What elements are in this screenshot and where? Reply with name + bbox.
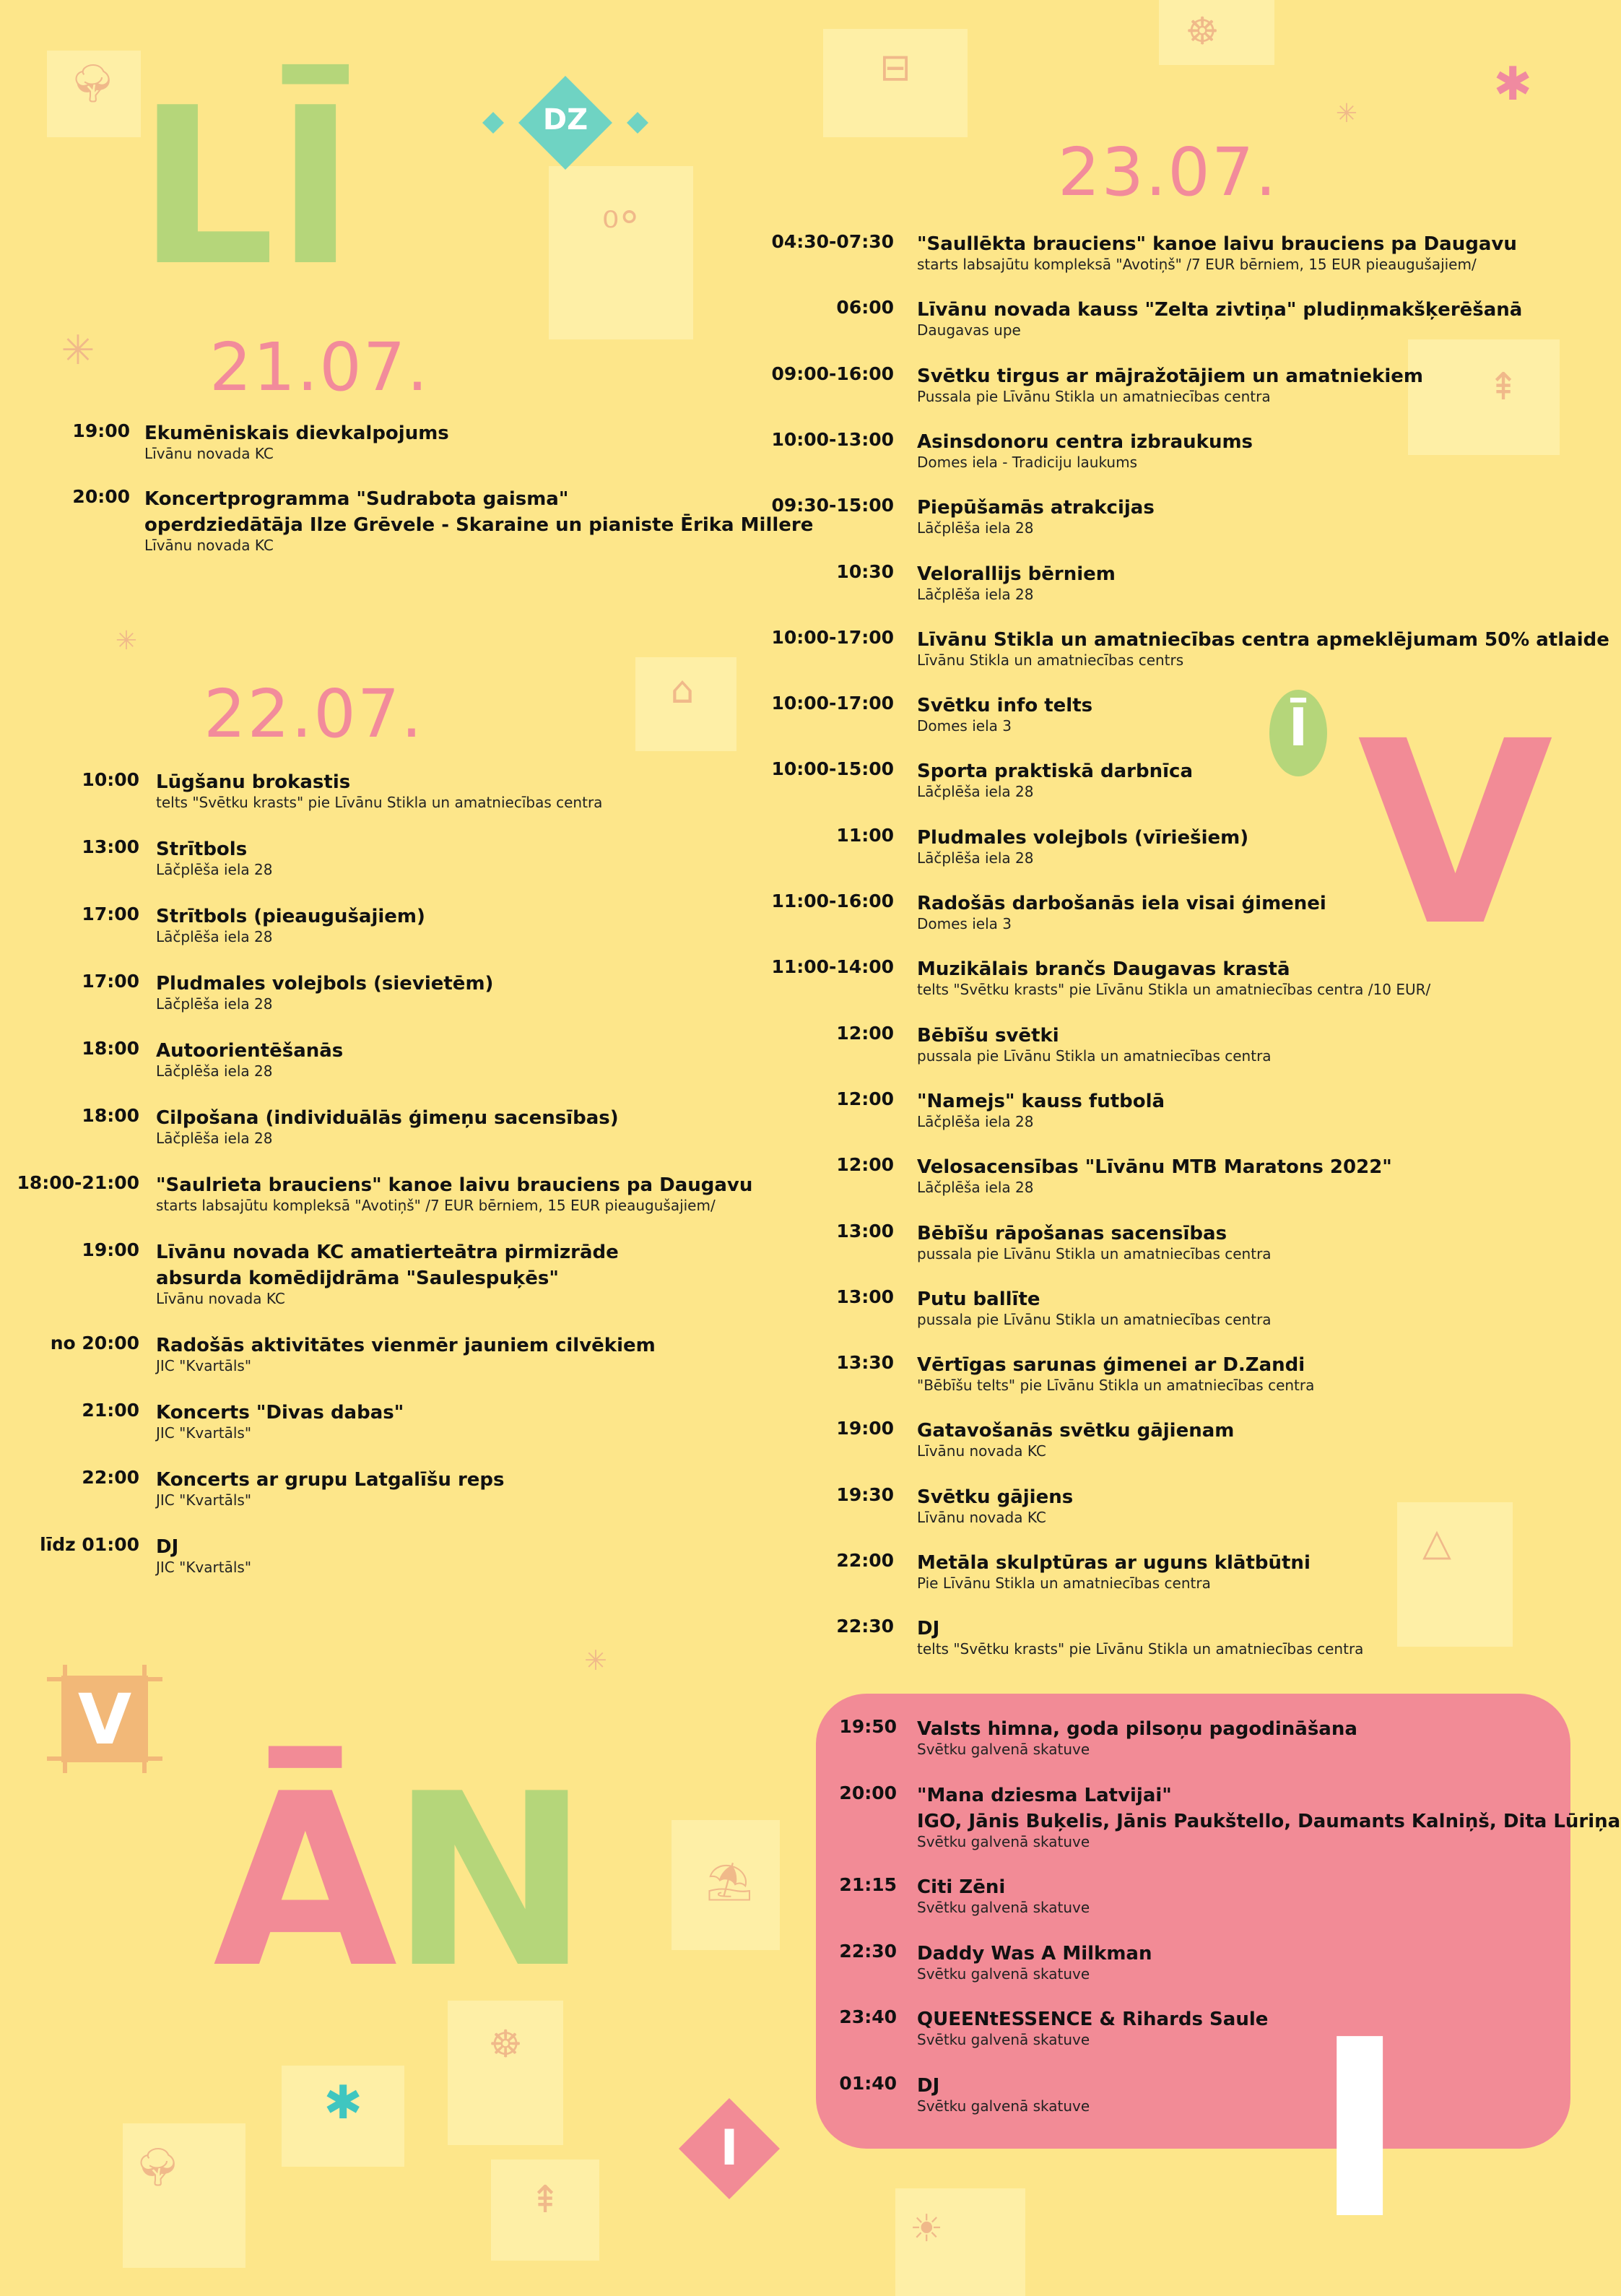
event-title: Koncerts "Divas dabas" xyxy=(156,1402,404,1424)
event-time: 10:00-13:00 xyxy=(771,428,894,450)
event-title: Cilpošana (individuālās ģimeņu sacensības) xyxy=(156,1107,619,1129)
event-time: 13:00 xyxy=(836,1286,894,1307)
decor-square xyxy=(123,2123,245,2268)
event-title: Pludmales volejbols (vīriešiem) xyxy=(917,826,1249,849)
event-title: Gatavošanās svētku gājienam xyxy=(917,1420,1235,1442)
event-location: JIC "Kvartāls" xyxy=(156,1424,252,1442)
event-title: Piepūšamās atrakcijas xyxy=(917,497,1155,519)
event-title: Bēbīšu svētki xyxy=(917,1024,1059,1047)
event-time: 09:00-16:00 xyxy=(771,363,894,384)
event-time: no 20:00 xyxy=(50,1333,139,1353)
event-time: 19:50 xyxy=(839,1716,897,1737)
event-time: 19:00 xyxy=(72,420,130,441)
event-location: Lāčplēša iela 28 xyxy=(156,861,273,878)
event-title: Citi Zēni xyxy=(917,1876,1006,1898)
event-location: pussala pie Līvānu Stikla un amatniecības centra xyxy=(917,1244,1272,1262)
event-time: 19:30 xyxy=(836,1483,894,1505)
event-title: Strītbols xyxy=(156,839,248,860)
event-time: 22:00 xyxy=(82,1467,139,1488)
event-title: QUEENtESSENCE & Rihards Saule xyxy=(917,2009,1269,2030)
pine-tree-icon: ⇞ xyxy=(1487,365,1519,409)
event-location: "Bēbīšu telts" pie Līvānu Stikla un amatniecības centra xyxy=(917,1377,1315,1395)
event-title-line2: operdziedātāja Ilze Grēvele - Skaraine un pianiste Ērika Millere xyxy=(144,514,814,536)
event-title-line2: absurda komēdijdrāma "Saulespuķēs" xyxy=(156,1268,559,1289)
event-time: 11:00-14:00 xyxy=(771,956,894,978)
event-title: Koncertprogramma "Sudrabota gaisma" xyxy=(144,488,569,510)
event-time: 18:00 xyxy=(82,1105,139,1126)
event-time: 22:00 xyxy=(836,1550,894,1571)
event-location: JIC "Kvartāls" xyxy=(156,1559,252,1576)
date-heading: 22.07. xyxy=(204,675,424,753)
event-location: Pussala pie Līvānu Stikla un amatniecības centra xyxy=(917,387,1271,405)
event-time: 18:00-21:00 xyxy=(17,1172,139,1193)
event-time: 23:40 xyxy=(839,2006,897,2027)
event-time: 20:00 xyxy=(72,486,130,507)
event-location: Lāčplēša iela 28 xyxy=(156,1130,273,1147)
event-title: Radošās darbošanās iela visai ģimenei xyxy=(917,893,1326,914)
v-badge-label: V xyxy=(77,1679,132,1760)
event-title: Valsts himna, goda pilsoņu pagodināšana xyxy=(917,1718,1357,1740)
event-title: DJ xyxy=(156,1536,179,1558)
event-time: 11:00 xyxy=(836,824,894,846)
event-location: Lāčplēša iela 28 xyxy=(917,1112,1034,1130)
snowflake-icon: ✳ xyxy=(115,626,138,656)
event-location: Līvānu novada KC xyxy=(917,1442,1046,1460)
event-location: telts "Svētku krasts" pie Līvānu Stikla un amatniecības centra xyxy=(917,1640,1364,1658)
event-time: 11:00-16:00 xyxy=(771,891,894,911)
event-time: 12:00 xyxy=(836,1022,894,1044)
event-time: 19:00 xyxy=(836,1418,894,1439)
event-location: Lāčplēša iela 28 xyxy=(156,928,273,945)
event-time: 20:00 xyxy=(839,1782,897,1803)
event-location: Līvānu novada KC xyxy=(144,537,274,554)
beach-umbrella-icon: ⛱︎ xyxy=(705,1860,753,1904)
event-time: 04:30-07:30 xyxy=(771,231,894,252)
house-icon: ⌂ xyxy=(670,669,695,712)
tree-icon: 🌳︎ xyxy=(134,2146,182,2189)
event-time: līdz 01:00 xyxy=(40,1534,139,1555)
event-title: Metāla skulptūras ar uguns klātbūtni xyxy=(917,1552,1311,1574)
event-time: 21:15 xyxy=(839,1874,897,1895)
event-title: Pludmales volejbols (sievietēm) xyxy=(156,973,494,995)
event-location: Lāčplēša iela 28 xyxy=(156,1062,273,1080)
event-location: Līvānu Stikla un amatniecības centrs xyxy=(917,651,1184,669)
event-title: Bēbīšu rāpošanas sacensības xyxy=(917,1222,1227,1244)
event-location: Lāčplēša iela 28 xyxy=(917,519,1034,537)
bubbles-icon: ⁰° xyxy=(601,202,640,251)
event-time: 18:00 xyxy=(82,1038,139,1059)
event-title: Lūgšanu brokastis xyxy=(156,771,351,793)
event-title: "Saullēkta brauciens" kanoe laivu brauciens pa Daugavu xyxy=(917,233,1517,255)
event-title: DJ xyxy=(917,2074,940,2097)
pine-tree-icon: ⇞ xyxy=(529,2178,561,2222)
event-title: Vērtīgas sarunas ģimenei ar D.Zandi xyxy=(917,1354,1305,1377)
event-time: 10:00-15:00 xyxy=(771,758,894,780)
event-title: "Mana dziesma Latvijai" xyxy=(917,1784,1172,1806)
event-location: Līvānu novada KC xyxy=(144,445,274,462)
event-location: telts "Svētku krasts" pie Līvānu Stikla un amatniecības centra /10 EUR/ xyxy=(917,981,1431,999)
logo-letter-l: LĪ xyxy=(137,61,356,313)
event-time: 06:00 xyxy=(836,297,894,319)
event-title: Velorallijs bērniem xyxy=(917,563,1116,585)
event-title-line2: IGO, Jānis Buķelis, Jānis Paukštello, Daumants Kalniņš, Dita Lūriņa xyxy=(917,1810,1621,1832)
event-location: pussala pie Līvānu Stikla un amatniecības centra xyxy=(917,1310,1272,1328)
date-heading: 21.07. xyxy=(209,329,430,406)
event-title: "Saulrieta brauciens" kanoe laivu brauciens pa Daugavu xyxy=(156,1174,753,1196)
event-title: Ekumēniskais dievkalpojums xyxy=(144,423,449,444)
event-time: 13:00 xyxy=(836,1220,894,1242)
event-time: 01:40 xyxy=(839,2072,897,2094)
event-location: starts labsajūtu kompleksā "Avotiņš" /7 EUR bērniem, 15 EUR pieaugušajiem/ xyxy=(917,256,1477,273)
sunrise-icon: ☀ xyxy=(909,2207,944,2250)
event-time: 19:00 xyxy=(82,1239,139,1260)
logo-letters-an: ĀN xyxy=(213,1743,583,2020)
tent-icon: △ xyxy=(1422,1521,1451,1564)
logo-letter-v: V xyxy=(1357,687,1553,982)
event-title: Līvānu novada KC amatierteātra pirmizrāde xyxy=(156,1242,619,1263)
event-time: 12:00 xyxy=(836,1154,894,1176)
event-title: Svētku gājiens xyxy=(917,1486,1074,1508)
event-time: 10:00-17:00 xyxy=(771,693,894,714)
event-location: Domes iela - Tradiciju laukums xyxy=(917,453,1137,471)
event-location: Daugavas upe xyxy=(917,321,1021,339)
event-title: DJ xyxy=(917,1618,940,1640)
event-title: Svētku tirgus ar mājražotājiem un amatniekiem xyxy=(917,365,1423,387)
event-location: Lāčplēša iela 28 xyxy=(917,849,1034,867)
event-time: 09:30-15:00 xyxy=(771,495,894,516)
event-time: 12:00 xyxy=(836,1088,894,1109)
event-title: Svētku info telts xyxy=(917,695,1093,717)
i-badge-label: I xyxy=(720,2120,739,2177)
event-location: Svētku galvenā skatuve xyxy=(917,1832,1090,1850)
event-location: Lāčplēša iela 28 xyxy=(917,1179,1034,1197)
event-time: 13:00 xyxy=(82,836,139,857)
dz-badge-label: DZ xyxy=(542,103,588,137)
event-time: 10:00 xyxy=(82,769,139,790)
event-time: 17:00 xyxy=(82,971,139,992)
snowflake-icon: ✳ xyxy=(1335,99,1358,129)
ship-wheel-icon: ☸ xyxy=(488,2023,523,2066)
logo-letter-i-big: I xyxy=(1314,1988,1406,2274)
event-location: pussala pie Līvānu Stikla un amatniecības centra xyxy=(917,1047,1272,1065)
event-location: Svētku galvenā skatuve xyxy=(917,1741,1090,1758)
event-location: Svētku galvenā skatuve xyxy=(917,1899,1090,1916)
snowflake-icon: ✱ xyxy=(323,2076,362,2130)
event-location: Lāčplēša iela 28 xyxy=(917,585,1034,603)
event-location: Pie Līvānu Stikla un amatniecības centra xyxy=(917,1574,1211,1592)
event-location: Svētku galvenā skatuve xyxy=(917,1964,1090,1983)
snowflake-icon: ✳ xyxy=(584,1645,607,1676)
event-location: Svētku galvenā skatuve xyxy=(917,2031,1090,2048)
event-location: starts labsajūtu kompleksā "Avotiņš" /7 EUR bērniem, 15 EUR pieaugušajiem/ xyxy=(156,1197,716,1214)
event-location: Domes iela 3 xyxy=(917,915,1012,932)
tree-icon: 🌳︎ xyxy=(69,62,117,105)
event-location: JIC "Kvartāls" xyxy=(156,1357,252,1374)
event-title: Koncerts ar grupu Latgalīšu reps xyxy=(156,1469,505,1491)
event-location: Domes iela 3 xyxy=(917,717,1012,735)
event-title: Autoorientēšanās xyxy=(156,1040,344,1062)
event-time: 21:00 xyxy=(82,1400,139,1421)
event-title: "Namejs" kauss futbolā xyxy=(917,1090,1165,1112)
event-location: Svētku galvenā skatuve xyxy=(917,2097,1090,2115)
event-title: Līvānu novada kauss "Zelta zivtiņa" pludiņmakšķerēšanā xyxy=(917,299,1523,321)
ship-wheel-icon: ☸ xyxy=(1185,10,1220,53)
logo-letter-i-small: Ī xyxy=(1288,697,1308,758)
event-time: 22:30 xyxy=(839,1940,897,1962)
event-title: Putu ballīte xyxy=(917,1288,1040,1310)
event-title: Daddy Was A Milkman xyxy=(917,1942,1152,1964)
event-location: Līvānu novada KC xyxy=(156,1290,285,1307)
event-location: Lāčplēša iela 28 xyxy=(156,995,273,1013)
snowflake-icon: ✱ xyxy=(1493,58,1532,111)
event-time: 17:00 xyxy=(82,904,139,924)
event-title: Asinsdonoru centra izbraukums xyxy=(917,430,1253,453)
snowflake-icon: ✳ xyxy=(61,327,95,374)
event-time: 13:30 xyxy=(836,1352,894,1374)
soccer-field-icon: ⊟ xyxy=(879,46,911,90)
event-time: 10:30 xyxy=(836,560,894,582)
event-location: telts "Svētku krasts" pie Līvānu Stikla un amatniecības centra xyxy=(156,794,603,811)
event-time: 10:00-17:00 xyxy=(771,626,894,648)
event-title: Līvānu Stikla un amatniecības centra apmeklējumam 50% atlaide xyxy=(917,628,1609,651)
event-title: Velosacensības "Līvānu MTB Maratons 2022" xyxy=(917,1156,1392,1179)
event-title: Radošās aktivitātes vienmēr jauniem cilvēkiem xyxy=(156,1335,656,1356)
event-location: JIC "Kvartāls" xyxy=(156,1491,252,1509)
event-time: 22:30 xyxy=(836,1616,894,1637)
event-location: Līvānu novada KC xyxy=(917,1508,1046,1526)
event-title: Muzikālais brančs Daugavas krastā xyxy=(917,958,1290,981)
event-title: Sporta praktiskā darbnīca xyxy=(917,761,1193,783)
event-location: Lāčplēša iela 28 xyxy=(917,783,1034,801)
date-heading: 23.07. xyxy=(1058,134,1278,211)
event-title: Strītbols (pieaugušajiem) xyxy=(156,906,425,927)
